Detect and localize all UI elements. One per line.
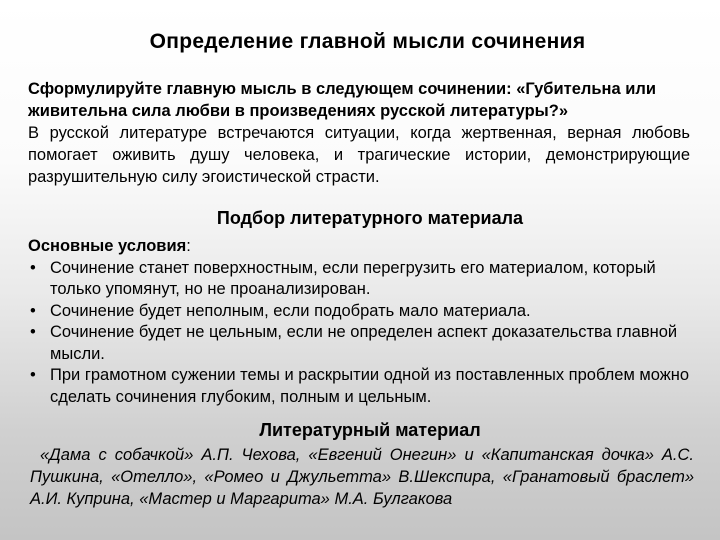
list-item xyxy=(28,365,690,408)
bullet-icon: • xyxy=(30,258,36,277)
task-statement: Сформулируйте главную мысль в следующем сочинении: «Губительна или живительна сила любви в произведениях русской литературы?» xyxy=(28,80,657,120)
list-item-text: Сочинение станет поверхностным, если перегрузить его материалом, который только упомянут, но не проанализирован. xyxy=(50,258,656,298)
list-item xyxy=(28,322,690,365)
conditions-list xyxy=(28,258,690,409)
bullet-icon: • xyxy=(30,323,36,341)
list-item-text: Сочинение будет не цельным, если не определен аспект доказательства главной мысли. xyxy=(50,323,678,363)
bullet-icon: • xyxy=(30,366,36,384)
list-item xyxy=(28,258,690,301)
section-heading-material-selection: Подбор литературного материала xyxy=(216,208,524,228)
list-item-text: При грамотном сужении темы и раскрытии одной из поставленных проблем можно сделать сочинения глубоким, полным и цельным. xyxy=(50,366,690,406)
intro-text: В русской литературе встречаются ситуации, когда жертвенная, верная любовь помогает оживить душу человека, и трагические истории, демонстрирующие разрушительную силу эгоистической страсти. xyxy=(28,124,690,186)
conditions-block xyxy=(28,236,690,408)
bullet-icon: • xyxy=(30,301,36,320)
list-item-text: Сочинение будет неполным, если подобрать мало материала. xyxy=(50,301,531,320)
intro-block xyxy=(28,78,690,188)
section-heading-literary-material: Литературный материал xyxy=(259,420,481,440)
literary-material-text: «Дама с собачкой» А.П. Чехова, «Евгений Онегин» и «Капитанская дочка» А.С. Пушкина, «Отелло», «Ромео и Джульетта» В.Шекспира, «Гранатовый браслет» А.И. Куприна, «Мастер и Маргарита» М.А. Булгакова xyxy=(30,446,694,508)
conditions-label xyxy=(28,236,690,258)
slide-title: Определение главной мысли сочинения xyxy=(149,30,586,53)
conditions-label-text: Основные условия xyxy=(28,237,187,255)
conditions-label-colon: : xyxy=(186,237,191,255)
list-item xyxy=(28,301,690,323)
